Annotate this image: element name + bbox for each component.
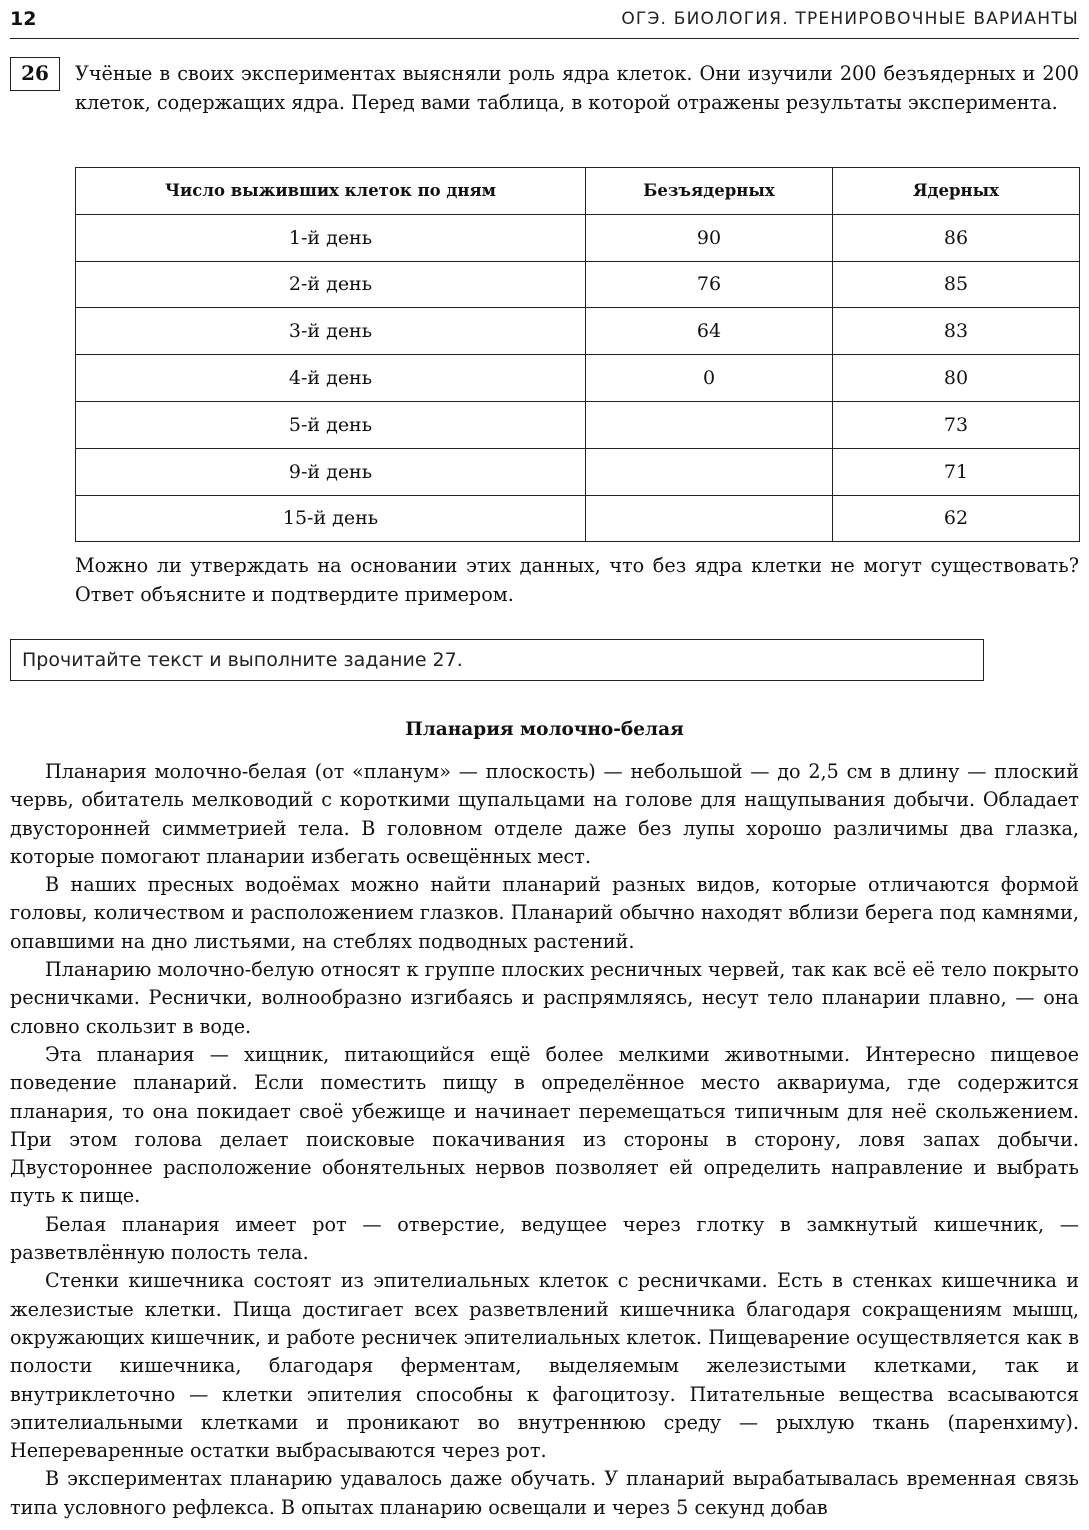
cell-day: 9-й день: [76, 448, 586, 495]
cell-anucleate: [586, 448, 833, 495]
article-paragraph: В экспериментах планарию удавалось даже обучать. У планарий вырабатывалась временная связь типа условного рефлекса. В опытах планарию освещали и через 5 секунд добав: [10, 1467, 1079, 1519]
cell-nucleate: 83: [833, 308, 1080, 355]
cell-nucleate: 85: [833, 261, 1080, 308]
article-paragraph: В наших пресных водоёмах можно найти планарий разных видов, которые отличаются формой головы, количеством и расположением глазков. Планарий обычно находят вблизи берега под камнями, опавшими на дно листьями, на стеблях подводных растений.: [10, 873, 1079, 953]
task-intro: Учёные в своих экспериментах выясняли роль ядра клеток. Они изучили 200 безъядерных и 200 клеток, содержащих ядра. Перед вами таблица, в которой отражены результаты эксперимента.: [75, 62, 1079, 114]
cell-anucleate: 90: [586, 214, 833, 261]
article-paragraph: Планария молочно-белая (от «планум» — плоскость) — небольшой — до 2,5 см в длину — плоский червь, обитатель мелководий с короткими щупальцами на голове для нащупывания добычи. Обладает двусторонней симметрией тела. В головном отделе даже без лупы хорошо различимы два глазка, которые помогают планарии избегать освещённых мест.: [10, 760, 1079, 868]
cell-nucleate: 62: [833, 495, 1080, 542]
cell-nucleate: 71: [833, 448, 1080, 495]
table-header-row: [76, 168, 1080, 215]
table-row: [76, 355, 1080, 402]
table-row: [76, 448, 1080, 495]
cell-anucleate: [586, 495, 833, 542]
task-number-box: 26: [10, 57, 60, 91]
instruction-box: Прочитайте текст и выполните задание 27.: [10, 639, 984, 681]
article-body: [10, 758, 1079, 1522]
results-table: [75, 167, 1080, 542]
cell-anucleate: 64: [586, 308, 833, 355]
article-title: Планария молочно-белая: [405, 719, 684, 740]
cell-day: 2-й день: [76, 261, 586, 308]
cell-day: 5-й день: [76, 401, 586, 448]
column-header-nucleate: Ядерных: [833, 168, 1080, 215]
cell-anucleate: 0: [586, 355, 833, 402]
article-paragraph: Стенки кишечника состоят из эпителиальных клеток с ресничками. Есть в стенках кишечника и железистые клетки. Пища достигает всех разветвлений кишечника благодаря сокращениям мышц, окружающих кишечник, и работе ресничек эпителиальных клеток. Пищеварение осуществляется как в полости кишечника, благодаря ферментам, выделяемым железистыми клетками, так и внутриклеточно — клетки эпителия способны к фагоцитозу. Питательные вещества всасываются эпителиальными клетками и проникают во внутреннюю среду — рыхлую ткань (паренхиму). Непереваренные остатки выбрасываются через рот.: [10, 1269, 1079, 1463]
table-row: [76, 401, 1080, 448]
cell-anucleate: [586, 401, 833, 448]
cell-anucleate: 76: [586, 261, 833, 308]
cell-nucleate: 86: [833, 214, 1080, 261]
page-number: 12: [10, 8, 37, 30]
running-title: ОГЭ. БИОЛОГИЯ. ТРЕНИРОВОЧНЫЕ ВАРИАНТЫ: [621, 9, 1079, 29]
cell-day: 15-й день: [76, 495, 586, 542]
page-header: [10, 4, 1079, 39]
cell-day: 4-й день: [76, 355, 586, 402]
article-paragraph: Эта планария — хищник, питающийся ещё более мелкими животными. Интересно пищевое поведение планарий. Если поместить пищу в определённое место аквариума, где содержится планария, то она покидает своё убежище и начинает перемещаться типичным для неё скольжением. При этом голова делает поисковые покачивания из стороны в сторону, ловя запах добычи. Двустороннее расположение обонятельных нервов позволяет ей определить направление и выбрать путь к пище.: [10, 1042, 1079, 1208]
cell-nucleate: 80: [833, 355, 1080, 402]
table-row: [76, 261, 1080, 308]
table-row: [76, 308, 1080, 355]
article-paragraph: Белая планария имеет рот — отверстие, ведущее через глотку в замкнутый кишечник, — разветвлённую полость тела.: [10, 1212, 1079, 1265]
column-header-days: Число выживших клеток по дням: [76, 168, 586, 215]
cell-day: 3-й день: [76, 308, 586, 355]
cell-day: 1-й день: [76, 214, 586, 261]
article-paragraph: Планарию молочно-белую относят к группе плоских ресничных червей, так как всё её тело покрыто ресничками. Реснички, волнообразно изгибаясь и распрямляясь, несут тело планарии плавно, — она словно скользит в воде.: [10, 958, 1079, 1038]
task-question: Можно ли утверждать на основании этих данных, что без ядра клетки не могут существовать? Ответ объясните и подтвердите примером.: [75, 554, 1079, 606]
table-row: [76, 495, 1080, 542]
cell-nucleate: 73: [833, 401, 1080, 448]
table-row: [76, 214, 1080, 261]
column-header-anucleate: Безъядерных: [586, 168, 833, 215]
